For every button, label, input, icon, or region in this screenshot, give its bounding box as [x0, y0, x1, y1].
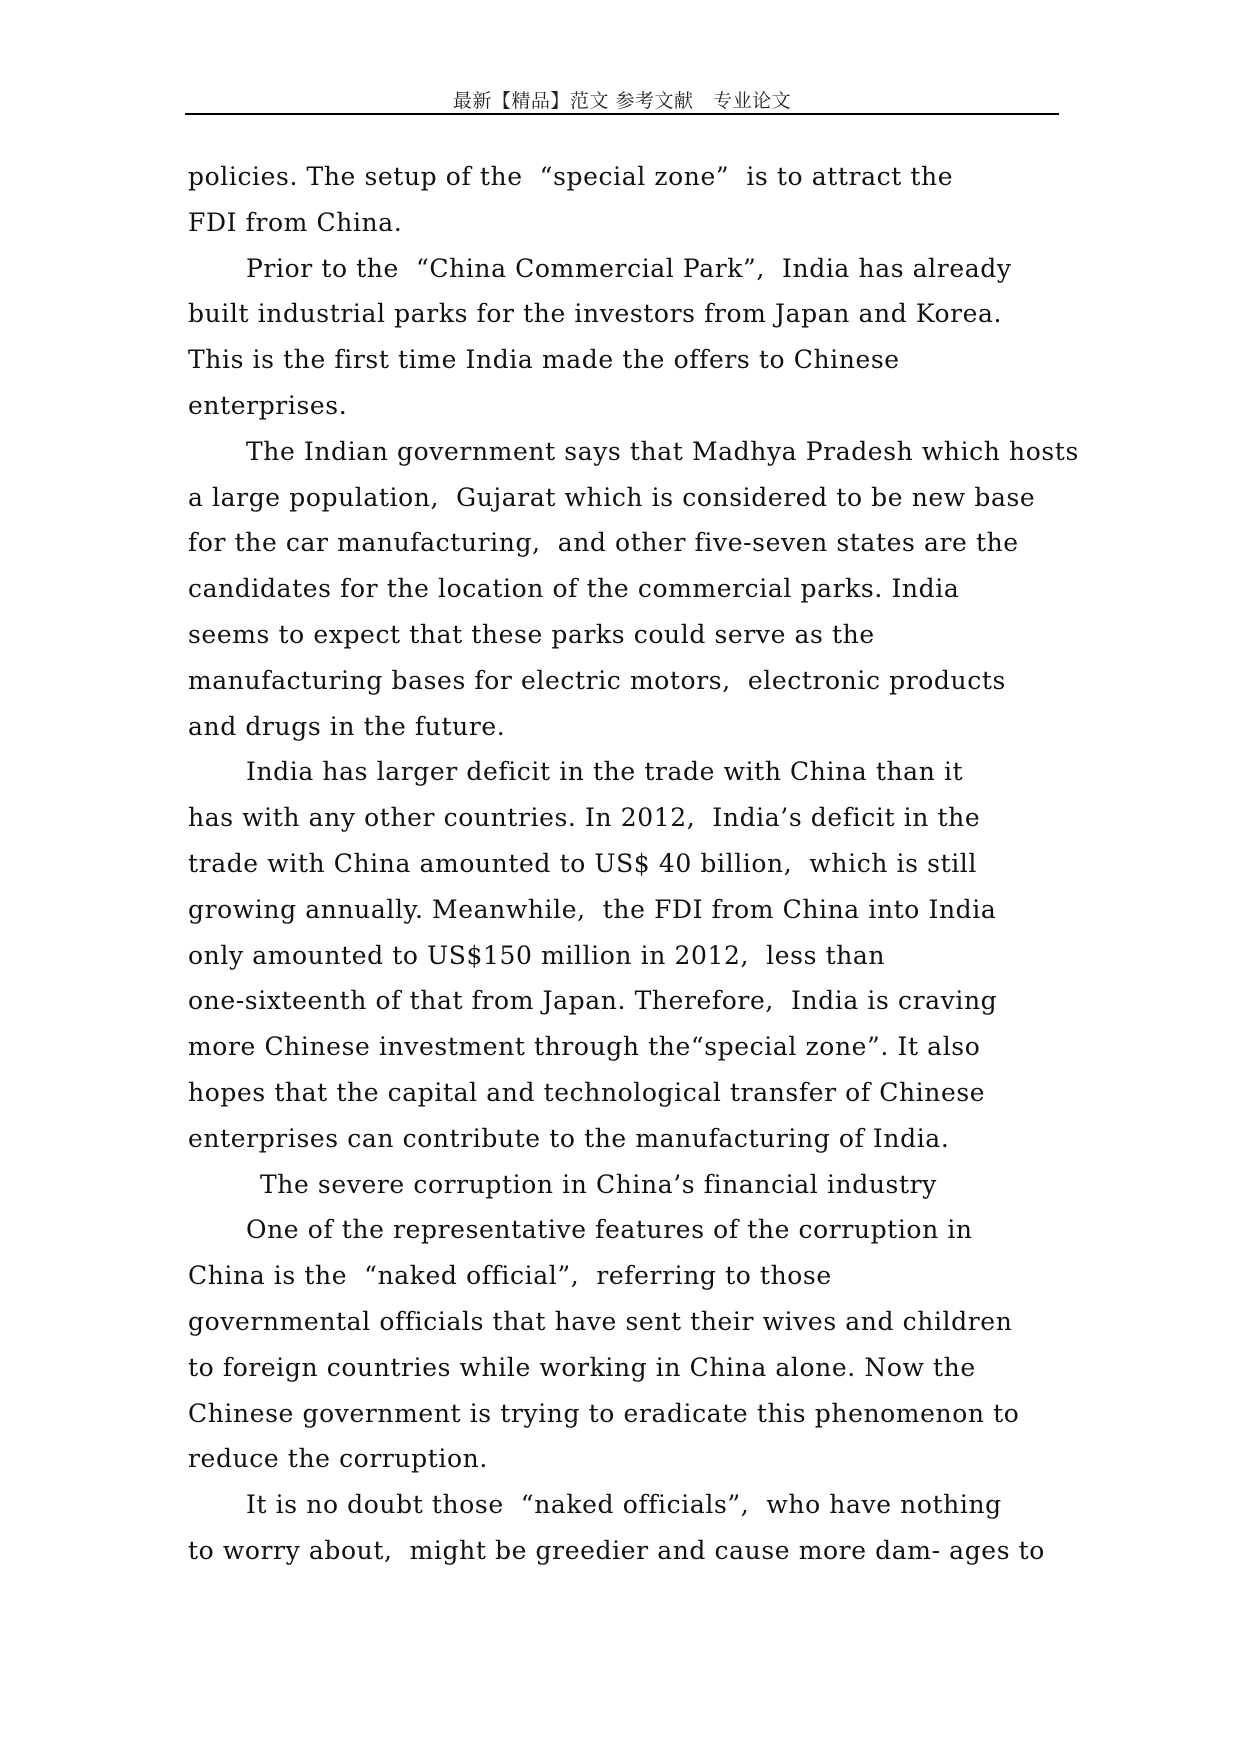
- paragraph-start-line: The Indian government says that Madhya Pradesh which hosts: [246, 436, 1079, 466]
- text-line: growing annually. Meanwhile, the FDI from China into India: [188, 894, 997, 924]
- text-line: for the car manufacturing, and other five-seven states are the: [188, 528, 1019, 558]
- paragraph-start-line: Prior to the “China Commercial Park”, India has already: [246, 253, 1012, 283]
- text-line: enterprises.: [188, 390, 348, 420]
- text-line: only amounted to US$150 million in 2012, less than: [188, 940, 886, 970]
- paragraph-start-line: One of the representative features of the corruption in: [246, 1215, 973, 1245]
- text-line: has with any other countries. In 2012, India’s deficit in the: [188, 803, 981, 833]
- text-line: candidates for the location of the commercial parks. India: [188, 574, 960, 604]
- text-line: policies. The setup of the “special zone” is to attract the: [188, 162, 954, 191]
- text-line: to foreign countries while working in China alone. Now the: [188, 1352, 976, 1382]
- text-line: and drugs in the future.: [188, 711, 506, 741]
- text-line: governmental officials that have sent their wives and children: [188, 1306, 1013, 1336]
- paragraph-start-line: It is no doubt those “naked officials”, who have nothing: [246, 1490, 1002, 1520]
- text-line: built industrial parks for the investors from Japan and Korea.: [188, 299, 1003, 329]
- text-line: China is the “naked official”, referring to those: [188, 1261, 832, 1291]
- text-line: one-sixteenth of that from Japan. Therefore, India is craving: [188, 986, 998, 1016]
- text-line: manufacturing bases for electric motors, electronic products: [188, 665, 1006, 695]
- text-line: a large population, Gujarat which is considered to be new base: [188, 482, 1036, 512]
- text-line: seems to expect that these parks could serve as the: [188, 619, 875, 649]
- text-line: Chinese government is trying to eradicate this phenomenon to: [188, 1398, 1020, 1428]
- text-line: reduce the corruption.: [188, 1444, 488, 1474]
- text-line: trade with China amounted to US$ 40 billion, which is still: [188, 848, 977, 878]
- page-header: 最新【精品】范文 参考文献 专业论文: [452, 90, 792, 112]
- section-heading: The severe corruption in China’s financial industry: [260, 1169, 937, 1199]
- paragraph-start-line: India has larger deficit in the trade with China than it: [246, 757, 964, 787]
- document-body: [188, 154, 1118, 1574]
- text-line: FDI from China.: [188, 207, 403, 237]
- text-line: This is the first time India made the offers to Chinese: [188, 345, 900, 375]
- header-divider: [185, 113, 1059, 115]
- text-line: more Chinese investment through the“special zone”. It also: [188, 1032, 981, 1062]
- text-line: hopes that the capital and technological transfer of Chinese: [188, 1077, 986, 1107]
- text-line: enterprises can contribute to the manufacturing of India.: [188, 1123, 950, 1153]
- text-line: to worry about, might be greedier and cause more dam- ages to: [188, 1535, 1045, 1565]
